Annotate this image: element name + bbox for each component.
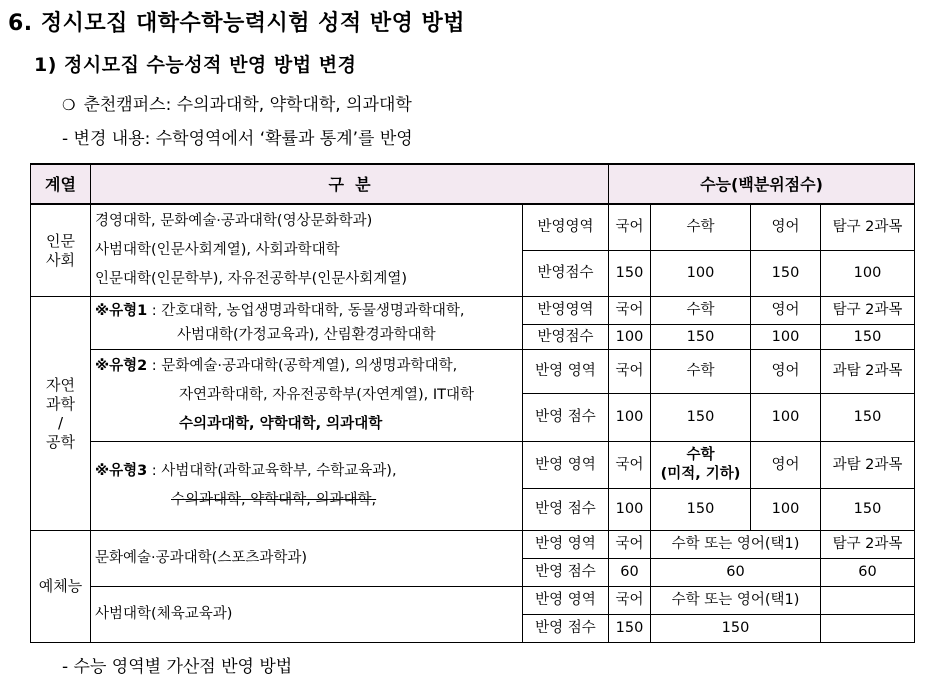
college-line: 자연과학대학, 자유전공학부(자연계열), IT대학 bbox=[179, 387, 475, 403]
cell: 국어 bbox=[609, 297, 651, 325]
cell: 150 bbox=[651, 325, 751, 350]
change-line: - 변경 내용: 수학영역에서 ‘확률과 통계’를 반영 bbox=[62, 129, 413, 149]
type1-label: ※유형1 bbox=[95, 303, 148, 319]
cell: 150 bbox=[821, 325, 915, 350]
cell: 탐구 2과목 bbox=[821, 531, 915, 559]
cell: 국어 bbox=[609, 531, 651, 559]
cell: 60 bbox=[609, 559, 651, 587]
type3-label: ※유형3 bbox=[95, 463, 148, 479]
cell: 150 bbox=[651, 489, 751, 531]
footer-line: - 수능 영역별 가산점 반영 방법 bbox=[62, 657, 293, 677]
college-line: 사범대학(가정교육과), 산림환경과학대학 bbox=[177, 327, 436, 343]
bullet-icon: ❍ bbox=[62, 96, 76, 114]
subsection-heading: 1) 정시모집 수능성적 반영 방법 변경 bbox=[34, 54, 357, 76]
cell: 국어 bbox=[609, 204, 651, 251]
cell: 100 bbox=[751, 489, 821, 531]
humanities-colleges bbox=[91, 204, 523, 297]
college-line: : 사범대학(과학교육학부, 수학교육과), bbox=[147, 463, 397, 479]
row-label: 반영 영역 bbox=[523, 442, 609, 489]
cell: 수학 bbox=[651, 297, 751, 325]
row-label: 반영 영역 bbox=[523, 531, 609, 559]
row-label: 반영 점수 bbox=[523, 615, 609, 643]
group-humanities: 인문 사회 bbox=[31, 204, 91, 297]
cell: 수학 또는 영어(택1) bbox=[651, 587, 821, 615]
cell: 영어 bbox=[751, 204, 821, 251]
type2-label: ※유형2 bbox=[95, 358, 148, 374]
header-suneung: 수능(백분위점수) bbox=[609, 164, 915, 204]
cell: 100 bbox=[609, 489, 651, 531]
cell bbox=[821, 587, 915, 615]
campus-text: 춘천캠퍼스: 수의과대학, 약학대학, 의과대학 bbox=[83, 95, 412, 115]
cell: 150 bbox=[651, 615, 821, 643]
college-line-struck: 수의과대학, 약학대학, 의과대학, bbox=[171, 492, 377, 508]
cell: 150 bbox=[609, 615, 651, 643]
college-line: : 간호대학, 농업생명과학대학, 동물생명과학대학, bbox=[147, 303, 465, 319]
cell: 과탐 2과목 bbox=[821, 350, 915, 394]
cell: 150 bbox=[821, 393, 915, 441]
cell: 수학 bbox=[651, 350, 751, 394]
type2-colleges bbox=[91, 350, 523, 442]
row-label: 반영영역 bbox=[523, 204, 609, 251]
score-table bbox=[30, 163, 915, 643]
cell: 영어 bbox=[751, 350, 821, 394]
cell: 60 bbox=[651, 559, 821, 587]
section-heading: 6. 정시모집 대학수학능력시험 성적 반영 방법 bbox=[8, 11, 465, 36]
group-arts: 예체능 bbox=[31, 531, 91, 643]
cell: 수학 bbox=[651, 204, 751, 251]
cell: 국어 bbox=[609, 587, 651, 615]
cell: 영어 bbox=[751, 297, 821, 325]
cell: 150 bbox=[821, 489, 915, 531]
cell: 수학 또는 영어(택1) bbox=[651, 531, 821, 559]
type3-colleges bbox=[91, 442, 523, 531]
cell: 100 bbox=[609, 325, 651, 350]
table-row bbox=[31, 297, 915, 325]
college-line: 수의과대학, 약학대학, 의과대학 bbox=[179, 416, 383, 432]
cell: 영어 bbox=[751, 442, 821, 489]
group-science: 자연 과학 / 공학 bbox=[31, 297, 91, 531]
table-row bbox=[31, 204, 915, 251]
cell: 과탐 2과목 bbox=[821, 442, 915, 489]
table-row bbox=[31, 531, 915, 559]
header-gyeyeol: 계열 bbox=[31, 164, 91, 204]
cell: 60 bbox=[821, 559, 915, 587]
cell: 150 bbox=[651, 393, 751, 441]
row-label: 반영 영역 bbox=[523, 350, 609, 394]
cell: 국어 bbox=[609, 350, 651, 394]
row-label: 반영점수 bbox=[523, 251, 609, 297]
cell: 100 bbox=[651, 251, 751, 297]
table-header-row bbox=[31, 164, 915, 204]
table-row bbox=[31, 442, 915, 489]
header-gubun: 구 분 bbox=[91, 164, 609, 204]
cell: 국어 bbox=[609, 442, 651, 489]
cell: 100 bbox=[751, 325, 821, 350]
cell: 탐구 2과목 bbox=[821, 204, 915, 251]
college-line: 인문대학(인문학부), 자유전공학부(인문사회계열) bbox=[95, 271, 407, 287]
campus-line bbox=[62, 90, 412, 115]
cell bbox=[821, 615, 915, 643]
college-line: : 문화예술·공과대학(공학계열), 의생명과학대학, bbox=[147, 358, 458, 374]
row-label: 반영 점수 bbox=[523, 393, 609, 441]
row-label: 반영 점수 bbox=[523, 559, 609, 587]
row-label: 반영영역 bbox=[523, 297, 609, 325]
table-row bbox=[31, 350, 915, 394]
row-label: 반영 점수 bbox=[523, 489, 609, 531]
cell: 탐구 2과목 bbox=[821, 297, 915, 325]
cell: 100 bbox=[609, 393, 651, 441]
cell: 100 bbox=[821, 251, 915, 297]
college-line: 경영대학, 문화예술·공과대학(영상문화학과) bbox=[95, 213, 373, 229]
cell: 150 bbox=[609, 251, 651, 297]
row-label: 반영점수 bbox=[523, 325, 609, 350]
cell: 150 bbox=[751, 251, 821, 297]
table-row bbox=[31, 587, 915, 615]
pe-college: 사범대학(체육교육과) bbox=[91, 587, 523, 643]
cell: 100 bbox=[751, 393, 821, 441]
college-line: 사범대학(인문사회계열), 사회과학대학 bbox=[95, 242, 340, 258]
sports-college: 문화예술·공과대학(스포츠과학과) bbox=[91, 531, 523, 587]
row-label: 반영 영역 bbox=[523, 587, 609, 615]
type1-colleges bbox=[91, 297, 523, 350]
cell: 수학 (미적, 기하) bbox=[651, 442, 751, 489]
